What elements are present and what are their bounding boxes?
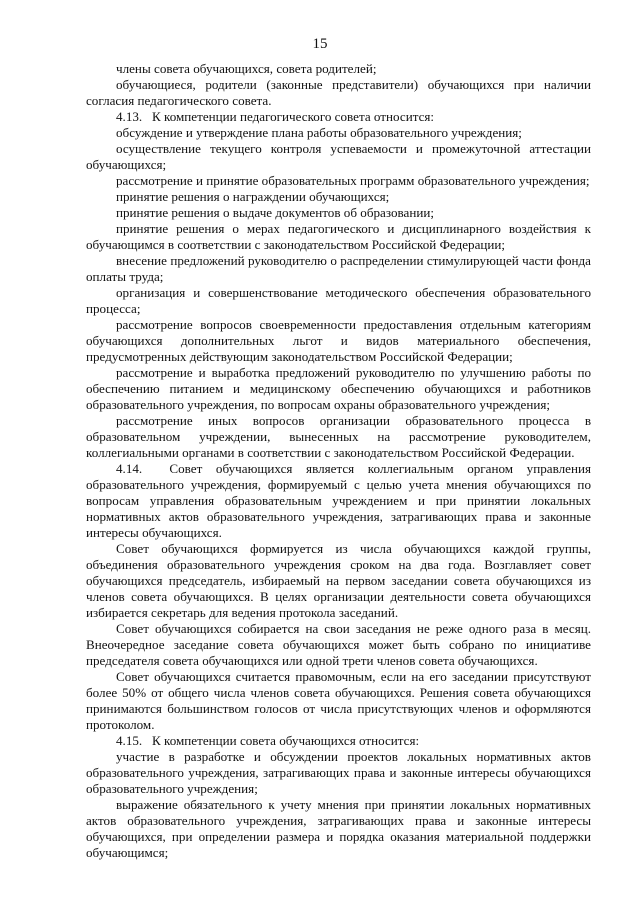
paragraph: выражение обязательного к учету мнения при принятии локальных нормативных актов образовательного учреждения, затрагивающих права и законные интересы обучающихся, при определении размера и порядка оказания материальной поддержки обучающимся;	[86, 797, 591, 860]
paragraph: рассмотрение иных вопросов организации образовательного процесса в образовательном учреждении, вынесенных на рассмотрение руководителем, коллегиальными органами в соответствии с законодательством Российской Федерации.	[86, 413, 591, 460]
section-heading-4-13: 4.13. К компетенции педагогического совета относится:	[116, 109, 435, 124]
paragraph: Совет обучающихся формируется из числа обучающихся каждой группы, объединения образовательного учреждения сроком на два года. Возглавляет совет обучающихся председатель, избираемый на первом заседании совета обучающихся из членов совета обучающихся. В целях организации деятельности совета обучающихся избирается секретарь для ведения протокола заседаний.	[86, 541, 591, 620]
paragraph: Совет обучающихся собирается на свои заседания не реже одного раза в месяц. Внеочередное заседание совета обучающихся может быть собрано по инициативе председателя совета обучающихся или одной трети членов совета обучающихся.	[86, 621, 591, 668]
paragraph: внесение предложений руководителю о распределении стимулирующей части фонда оплаты труда;	[86, 253, 591, 284]
paragraph: принятие решения о мерах педагогического и дисциплинарного воздействия к обучающимся в соответствии с законодательством Российской Федерации;	[86, 221, 591, 252]
paragraph: члены совета обучающихся, совета родителей;	[116, 61, 377, 76]
page-number: 15	[312, 36, 328, 52]
paragraph: рассмотрение вопросов своевременности предоставления отдельным категориям обучающихся дополнительных льгот и видов материального обеспечения, предусмотренных действующим законодательством Российской Федерации;	[86, 317, 591, 364]
paragraph: обсуждение и утверждение плана работы образовательного учреждения;	[116, 125, 522, 140]
paragraph: принятие решения о награждении обучающихся;	[116, 189, 390, 204]
paragraph: Совет обучающихся считается правомочным, если на его заседании присутствуют более 50% от общего числа членов совета обучающихся. Решения совета обучающихся принимаются большинством голосов от числа присутствующих членов и оформляются протоколом.	[86, 669, 591, 732]
document-body	[86, 61, 591, 861]
paragraph: осуществление текущего контроля успеваемости и промежуточной аттестации обучающихся;	[86, 141, 591, 172]
paragraph: рассмотрение и выработка предложений руководителю по улучшению работы по обеспечению питанием и медицинскому обеспечению обучающихся и работников образовательного учреждения, по вопросам охраны образовательного учреждения;	[86, 365, 591, 412]
section-heading-4-15: 4.15. К компетенции совета обучающихся относится:	[116, 733, 420, 748]
paragraph: рассмотрение и принятие образовательных программ образовательного учреждения;	[116, 173, 590, 188]
section-heading-4-14: 4.14. Совет обучающихся является коллегиальным органом управления образовательного учреждения, формируемый с целью учета мнения обучающихся по вопросам управления образовательным учреждением и при принятии локальных нормативных актов образовательного учреждения, затрагивающих права и законные интересы обучающихся.	[86, 461, 591, 540]
paragraph: участие в разработке и обсуждении проектов локальных нормативных актов образовательного учреждения, затрагивающих права и законные интересы обучающихся образовательного учреждения;	[86, 749, 591, 796]
paragraph: обучающиеся, родители (законные представители) обучающихся при наличии согласия педагогического совета.	[86, 77, 591, 108]
paragraph: организация и совершенствование методического обеспечения образовательного процесса;	[86, 285, 591, 316]
paragraph: принятие решения о выдаче документов об образовании;	[116, 205, 434, 220]
